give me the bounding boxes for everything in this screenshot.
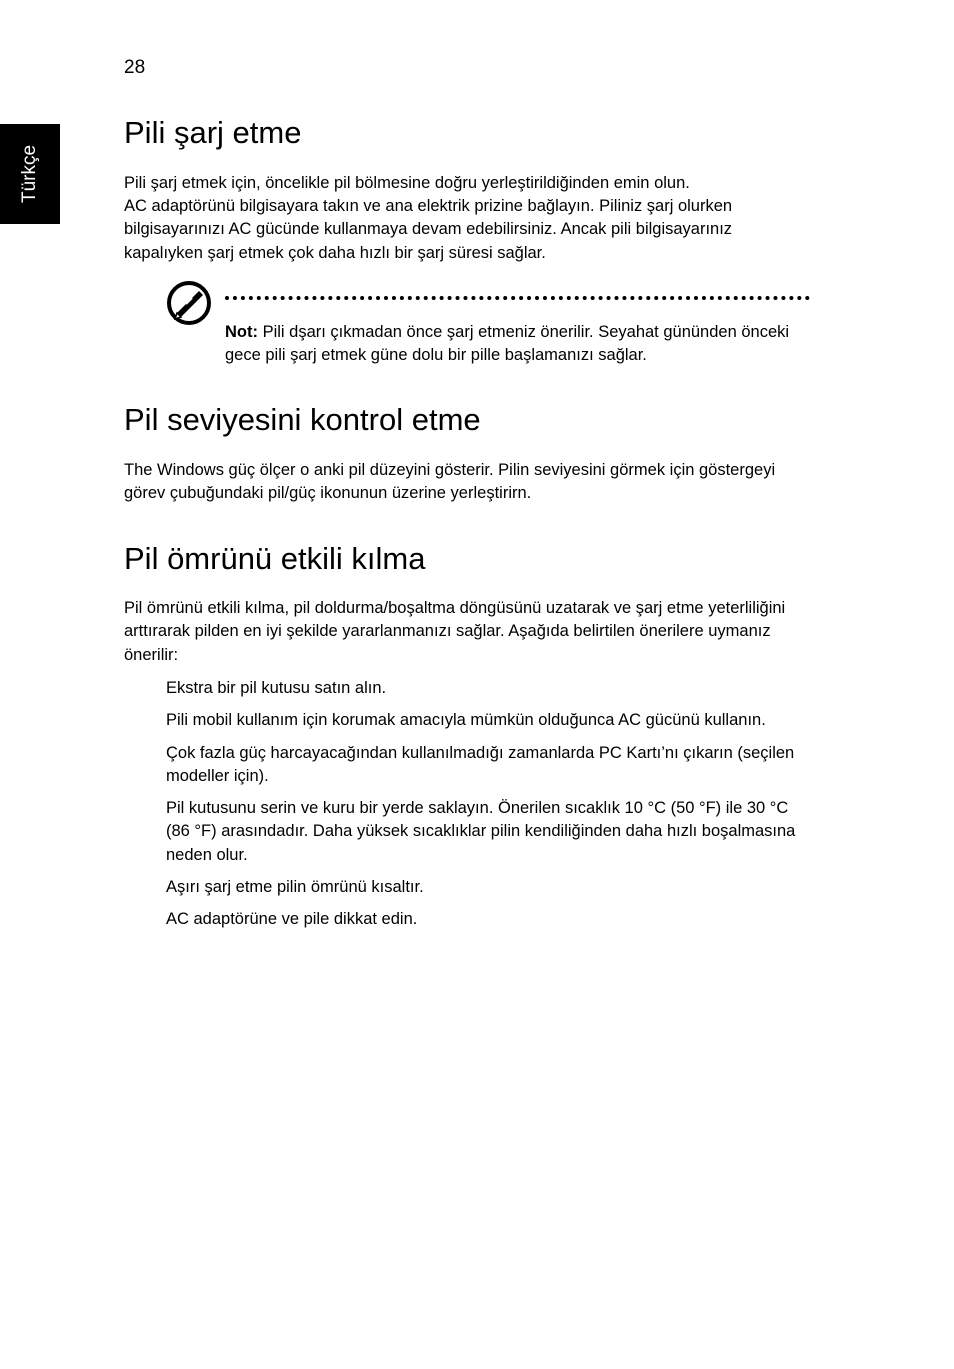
list-item: AC adaptörüne ve pile dikkat edin.: [166, 910, 418, 929]
note-label: Not:: [225, 323, 258, 341]
list-item: Ekstra bir pil kutusu satın alın.: [166, 679, 387, 697]
battery-life-intro: Pil ömrünü etkili kılma, pil doldurma/boşaltma döngüsünü uzatarak ve şarj etme yeterliliğini arttırarak pilden en iyi şekilde yararlanmanızı sağlar. Aşağıda belirtilen önerilere uymanız önerilir:: [124, 599, 786, 664]
charging-paragraph-2: AC adaptörünü bilgisayara takın ve ana elektrik prizine bağlayın. Piliniz şarj olurken bilgisayarınızı AC gücünde kullanmaya devam edebilirsiniz. Ancak pili bilgisayarınız kapalıyken şarj etmek çok daha hızlı bir şarj süresi sağlar.: [124, 197, 733, 262]
list-item: Aşırı şarj etme pilin ömrünü kısaltır.: [166, 878, 424, 897]
note-pen-icon: [166, 280, 212, 326]
section-title-battery-life: Pil ömrünü etkili kılma: [124, 541, 426, 576]
list-item: Çok fazla güç harcayacağından kullanılmadığı zamanlarda PC Kartı’nı çıkarın (seçilen modeller için).: [166, 743, 795, 785]
note-body: Pili dşarı çıkmadan önce şarj etmeniz önerilir. Seyahat gününden önceki gece pili şarj etmek güne dolu bir pille başlamanızı sağlar.: [225, 323, 790, 365]
charging-paragraph-1: Pili şarj etmek için, öncelikle pil bölmesine doğru yerleştirildiğinden emin olun.: [124, 174, 690, 192]
list-item: Pil kutusunu serin ve kuru bir yerde saklayın. Önerilen sıcaklık 10 °C (50 °F) ile 30 °C (86 °F) arasındadır. Daha yüksek sıcaklıklar pilin kendiliğinden daha hızlı boşalmasına neden olur.: [166, 799, 796, 864]
battery-level-paragraph: The Windows güç ölçer o anki pil düzeyini gösterir. Pilin seviyesini görmek için göstergeyi görev çubuğundaki pil/güç ikonunun üzerine yerleştirirn.: [124, 461, 776, 503]
language-side-tab-label: Türkçe: [19, 144, 40, 204]
page-number: 28: [124, 57, 146, 78]
battery-tips-list: [166, 677, 816, 941]
note-divider: [225, 296, 810, 300]
list-item: Pili mobil kullanım için korumak amacıyla mümkün olduğunca AC gücünü kullanın.: [166, 711, 766, 730]
section-title-charging: Pili şarj etme: [124, 115, 302, 150]
note-text: [225, 321, 815, 368]
section-title-battery-level: Pil seviyesini kontrol etme: [124, 402, 481, 437]
